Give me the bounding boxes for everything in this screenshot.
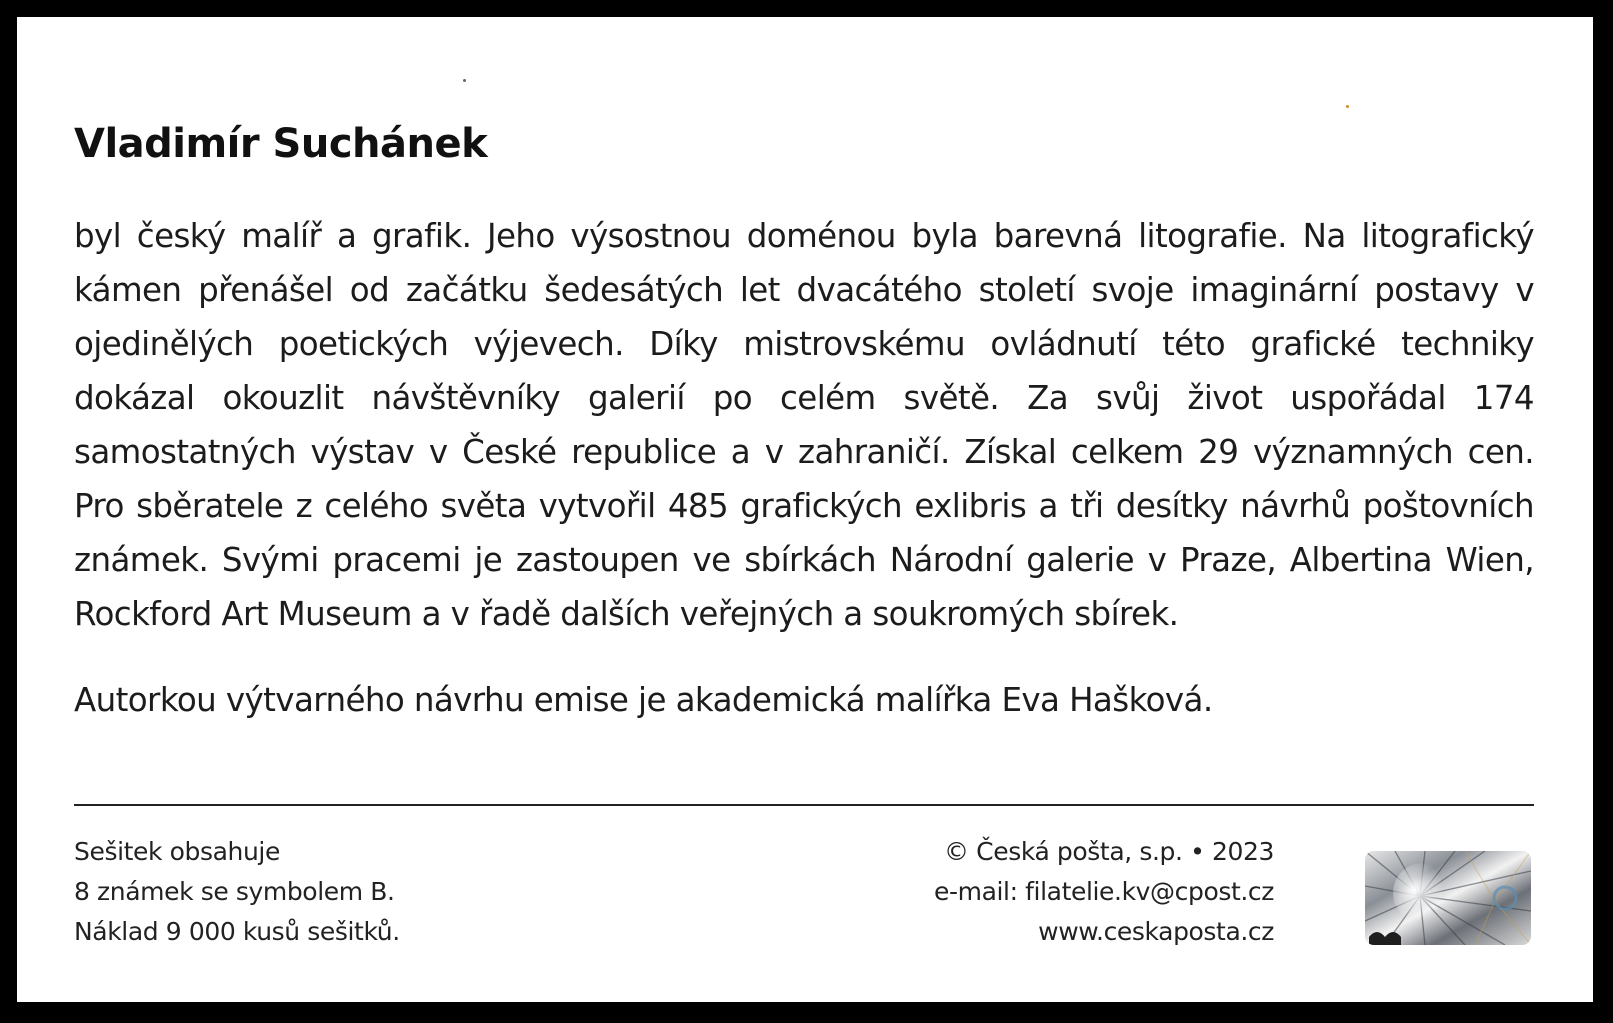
website-line: www.ceskaposta.cz (1038, 917, 1274, 946)
card-back (17, 17, 1593, 1002)
booklet-info (74, 832, 400, 952)
booklet-info-line: Náklad 9 000 kusů sešitků. (74, 917, 400, 946)
publisher-info (934, 832, 1274, 952)
divider (74, 804, 1534, 806)
designer-credit: Autorkou výtvarného návrhu emise je akademická malířka Eva Hašková. (74, 681, 1213, 719)
hologram-icon (1365, 851, 1531, 945)
print-speck (463, 79, 466, 82)
booklet-info-line: Sešitek obsahuje (74, 837, 280, 866)
booklet-info-line: 8 známek se symbolem B. (74, 877, 395, 906)
print-speck (1346, 105, 1349, 108)
copyright-line: © Česká pošta, s.p. • 2023 (944, 837, 1274, 866)
title: Vladimír Suchánek (74, 121, 488, 167)
email-line: e-mail: filatelie.kv@cpost.cz (934, 877, 1274, 906)
biography-paragraph: byl český malíř a grafik. Jeho výsostnou doménou byla barevná litografie. Na litografický kámen přenášel od začátku šedesátých let dvacátého století svoje imaginární postavy v ojedinělých poetických výjevech. Díky mistrovskému ovládnutí této grafické techniky dokázal okouzlit návštěvníky galerií po celém světě. Za svůj život uspořádal 174 samostatných výstav v České republice a v zahraničí. Získal celkem 29 významných cen. Pro sběratele z celého světa vytvořil 485 grafických exlibris a tři desítky návrhů poštovních známek. Svými pracemi je zastoupen ve sbírkách Národní galerie v Praze, Albertina Wien, Rockford Art Museum a v řadě dalších veřejných a soukromých sbírek. (74, 217, 1534, 633)
